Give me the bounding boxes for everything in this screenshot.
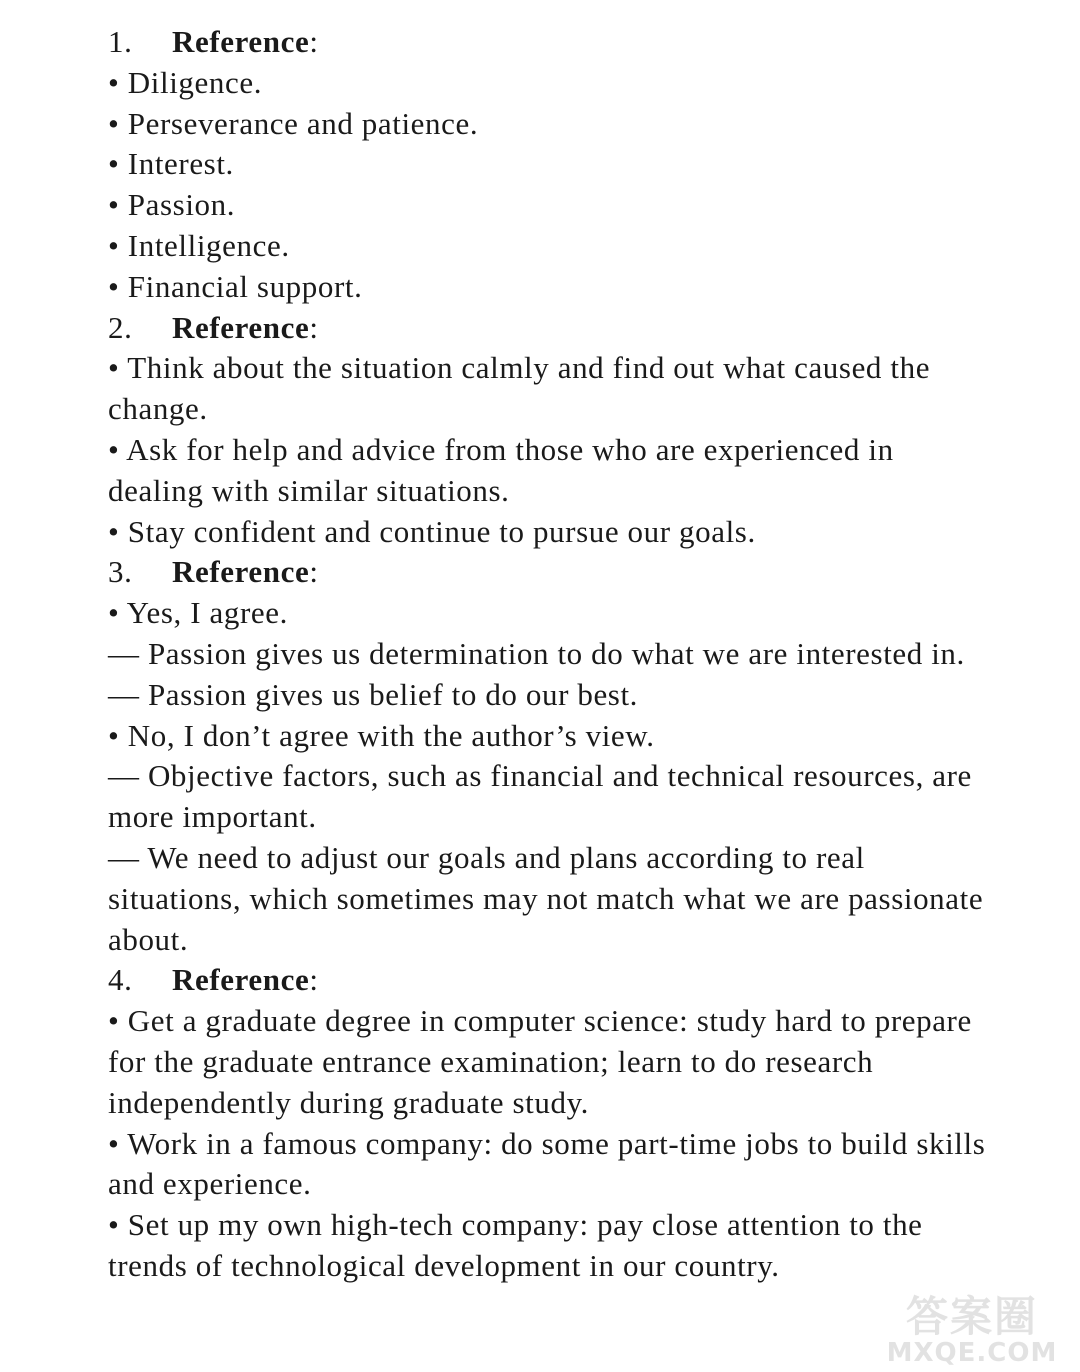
section-label: Reference xyxy=(172,554,310,590)
section-number: 1. xyxy=(108,24,133,59)
section-colon: : xyxy=(309,962,319,998)
document-body xyxy=(108,22,988,1287)
list-item: • No, I don’t agree with the author’s view. xyxy=(108,717,655,753)
section-number: 3. xyxy=(108,554,133,590)
section-colon: : xyxy=(309,309,319,345)
section-heading xyxy=(108,552,988,593)
section-1 xyxy=(108,22,988,308)
watermark-logo xyxy=(882,1292,1062,1368)
section-heading xyxy=(108,308,988,349)
list-item: • Stay confident and continue to pursue our goals. xyxy=(108,513,756,549)
section-colon: : xyxy=(309,24,319,59)
section-label: Reference xyxy=(172,309,310,345)
list-item: — Passion gives us determination to do what we are interested in. xyxy=(108,635,965,671)
list-item: • Diligence. xyxy=(108,64,263,100)
list-item: • Get a graduate degree in computer science: study hard to prepare for the graduate entrance examination; learn to do research independently during graduate study. xyxy=(108,1003,972,1120)
section-4 xyxy=(108,960,988,1286)
section-number: 2. xyxy=(108,309,133,345)
list-item: • Think about the situation calmly and find out what caused the change. xyxy=(108,350,931,427)
list-item: — We need to adjust our goals and plans according to real situations, which sometimes may not match what we are passionate about. xyxy=(108,839,984,957)
list-item: • Yes, I agree. xyxy=(108,595,288,631)
section-label: Reference xyxy=(172,962,310,998)
list-item: • Set up my own high-tech company: pay close attention to the trends of technological development in our country. xyxy=(108,1207,923,1283)
list-item: — Objective factors, such as financial and technical resources, are more important. xyxy=(108,758,972,835)
section-label: Reference xyxy=(172,24,310,59)
list-item: • Financial support. xyxy=(108,268,363,304)
section-number: 4. xyxy=(108,962,133,998)
watermark-mark: 答案圈 xyxy=(905,1292,1038,1341)
list-item: • Work in a famous company: do some part-time jobs to build skills and experience. xyxy=(108,1125,986,1202)
list-item: • Passion. xyxy=(108,187,236,223)
watermark-text: MXQE.COM xyxy=(886,1338,1058,1368)
list-item: • Interest. xyxy=(108,146,234,182)
section-heading xyxy=(108,960,988,1001)
list-item: — Passion gives us belief to do our best. xyxy=(108,676,639,712)
section-2 xyxy=(108,308,988,553)
list-item: • Ask for help and advice from those who are experienced in dealing with similar situations. xyxy=(108,431,894,508)
section-colon: : xyxy=(309,554,319,590)
list-item: • Perseverance and patience. xyxy=(108,105,479,141)
section-heading xyxy=(108,22,988,63)
list-item: • Intelligence. xyxy=(108,227,290,263)
section-3 xyxy=(108,552,988,960)
